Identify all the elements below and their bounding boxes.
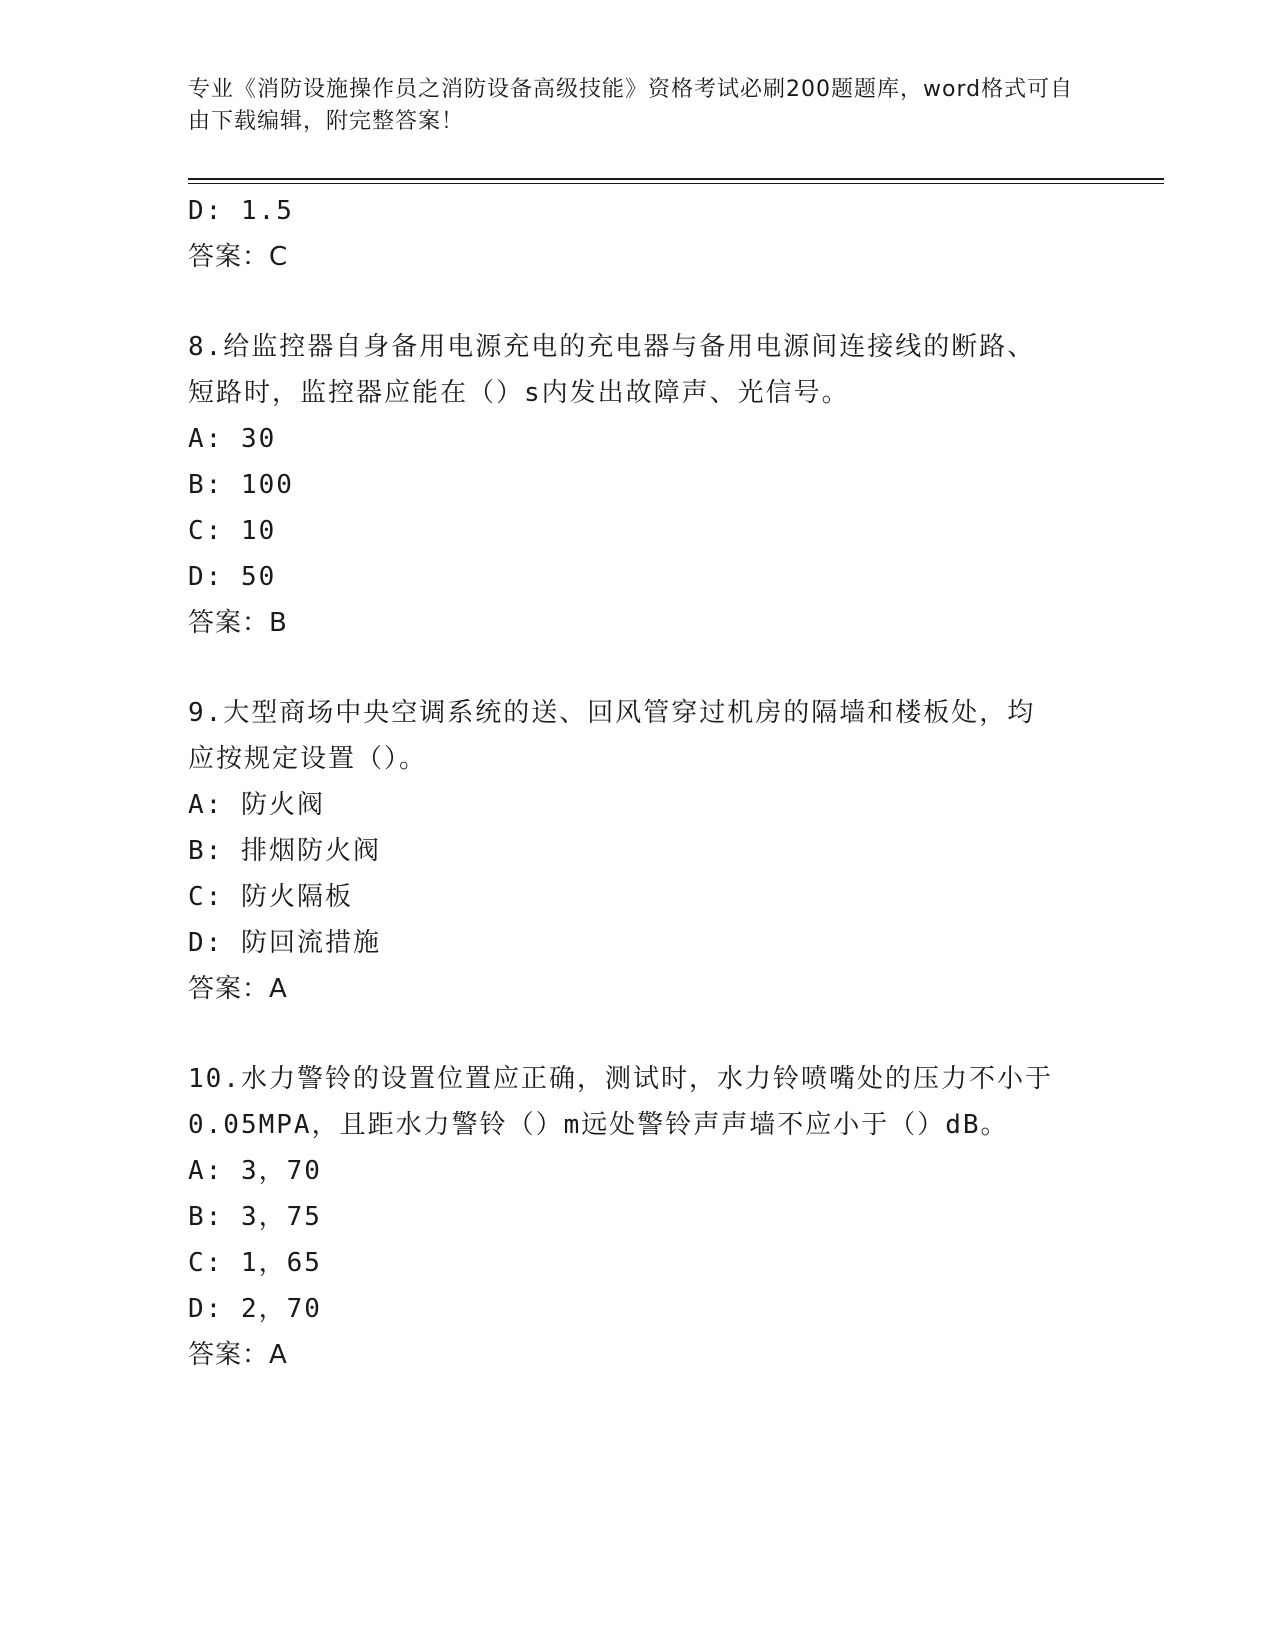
question-stem: 9.大型商场中央空调系统的送、回风管穿过机房的隔墙和楼板处，均 [188,698,1036,728]
option-b: B: 3，75 [188,1202,322,1232]
question-stem: 10.水力警铃的设置位置应正确，测试时，水力铃喷嘴处的压力不小于 [188,1064,1053,1094]
header-text: 专业《消防设施操作员之消防设备高级技能》资格考试必刷200题题库，word格式可自由下载编辑，附完整答案！ [188,77,1074,134]
page-header [188,74,1078,138]
option-b: B: 排烟防火阀 [188,836,381,866]
header-divider-thick [188,178,1164,180]
answer-line: 答案：A [188,1340,288,1370]
question-content [188,188,1088,1378]
question-stem: 应按规定设置（）。 [188,744,428,774]
question-8 [188,324,1088,646]
option-d: D: 1.5 [188,196,294,226]
option-d: D: 2，70 [188,1294,322,1324]
option-b: B: 100 [188,470,294,500]
question-stem: 短路时，监控器应能在（）s内发出故障声、光信号。 [188,378,850,408]
answer-line: 答案：A [188,974,288,1004]
answer-line: 答案：C [188,242,289,272]
question-10 [188,1056,1088,1378]
option-d: D: 防回流措施 [188,928,381,958]
option-c: C: 1，65 [188,1248,322,1278]
header-divider-thin [188,183,1164,184]
option-c: C: 防火隔板 [188,882,353,912]
option-a: A: 30 [188,424,277,454]
option-a: A: 3，70 [188,1156,322,1186]
question-stem: 0.05MPA，且距水力警铃（）m远处警铃声声墙不应小于（）dB。 [188,1110,1009,1140]
question-stem: 8.给监控器自身备用电源充电的充电器与备用电源间连接线的断路、 [188,332,1036,362]
option-d: D: 50 [188,562,277,592]
answer-line: 答案：B [188,608,288,638]
option-a: A: 防火阀 [188,790,325,820]
question-9 [188,690,1088,1012]
option-c: C: 10 [188,516,277,546]
carryover-block [188,188,1088,280]
